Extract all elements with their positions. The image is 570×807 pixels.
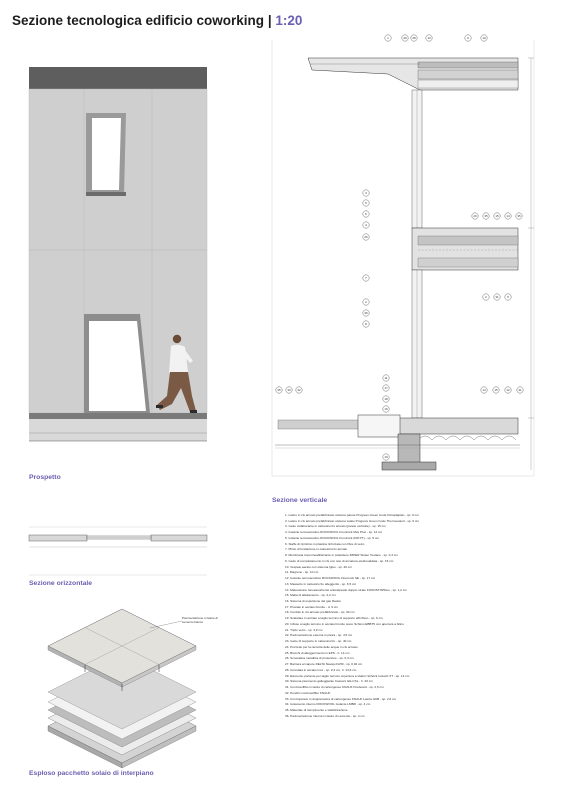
legend-item: 25. Blocchi di alleggerimento in EPS - h. 14 cm xyxy=(285,650,350,655)
title-scale: 1:20 xyxy=(275,13,303,28)
legend-item: 23. Getto di supporto in calcestruzzo - sp. 40 cm xyxy=(285,639,352,644)
legend-item: 15. Malta di allettamento - sp. 2,2 cm xyxy=(285,593,336,598)
svg-text:32: 32 xyxy=(297,388,301,393)
legend-item: 18. Cordolo in cls armato prefabbricato - sp. 30 cm xyxy=(285,610,355,615)
legend-item: 4. Isolante termoacustico ROCKWOOL Frontrock Max Plus - sp. 12 cm xyxy=(285,530,383,535)
svg-text:33: 33 xyxy=(287,388,291,393)
legend-item: 6. Staffe di ripristino in plastica rinforzata con fibre di vetro xyxy=(285,541,365,546)
legend-item: 17. Pluviale in acciaio brunito - d. 9 cm xyxy=(285,604,338,609)
svg-text:31: 31 xyxy=(518,388,522,393)
svg-text:2: 2 xyxy=(485,295,487,300)
title-separator: | xyxy=(267,13,272,28)
legend-item: 13. Massetto in calcestruzzo alleggerito - sp. 6,5 cm xyxy=(285,581,357,586)
svg-text:13: 13 xyxy=(427,36,431,41)
svg-text:18: 18 xyxy=(384,397,388,402)
legend-item: 24. Pozzetto per la raccolta delle acque in cls armato xyxy=(285,644,358,649)
svg-text:29: 29 xyxy=(403,36,407,41)
legend-item: 35. Materiale di riempimento e stabilizzazione xyxy=(285,707,348,712)
legend-item: 20. Infisso a taglio termico in acciaio brunito tesco Schüco EBBT5 con apertura a bilico xyxy=(285,621,404,626)
legend-item: 5. Isolante termoacustico ROCKWOOL Frontrock (DR PT) - sp. 5 cm xyxy=(285,535,380,540)
legend-item: 21. Triplo vetro - sp. 3,9 cm xyxy=(285,627,323,632)
legend-item: 12. Isolante termoacustico ROCKWOOL Floorrock SE - sp. 17 cm xyxy=(285,576,376,581)
legend-item: 29. Elemento portante per taglio termico copertura a sbalzo Schöck Isokorb XT - sp. 12 cm xyxy=(285,673,410,678)
legend-item: 36. Pavimentazione interna in lastre di cemento - sp. 4 cm xyxy=(285,713,365,718)
legend-item: 28. Grondaia in acciaio inox - sp. 0,3 cm, h. 13,6 cm xyxy=(285,667,357,672)
legend-item: 32. Pendini controsoffitto KNAUF xyxy=(285,690,331,695)
caption-sezione-orizzontale: Sezione orizzontale xyxy=(29,580,93,587)
legend-item: 8. Membrana impermeabilizzante in polietilene IMPER Stoker Testane - sp. 0,3 cm xyxy=(285,553,398,558)
svg-text:17: 17 xyxy=(384,386,388,391)
legend-list xyxy=(285,513,565,719)
svg-text:5: 5 xyxy=(365,201,367,206)
svg-text:20: 20 xyxy=(473,214,477,219)
caption-esploso: Esploso pacchetto solaio di interpiano xyxy=(29,770,154,777)
legend-item: 26. Scossalina metallica di protezione - sp. 0,3 cm xyxy=(285,656,354,661)
legend-item: 16. Sistema di espulsione del gas Radon xyxy=(285,599,342,604)
svg-text:35: 35 xyxy=(517,214,521,219)
legend-item: 19. Scatolare in acciaio a taglio termico di supporto all'infisso - sp. 6 cm xyxy=(285,616,383,621)
svg-text:9: 9 xyxy=(467,36,469,41)
svg-text:7: 7 xyxy=(365,276,367,281)
legend-item: 33. Controparete in doppia lastra di cartongesso KNAUF Lastra GKB - sp. 2,6 cm xyxy=(285,696,397,701)
svg-text:15: 15 xyxy=(494,388,498,393)
legend-item: 27. Barriera al vapore DELTA Navaju FA50 - sp. 0,02 cm xyxy=(285,662,363,667)
legend-item: 1. Lastre in cls armato prefabbricato sistema parete Progress Green Code Kilmadaplan - sp. 6 cm xyxy=(285,513,419,517)
legend-item: 11. Magrone - sp. 10 cm xyxy=(285,570,319,575)
svg-text:19: 19 xyxy=(384,455,388,460)
esploso-callout: Pavimentazione in lastre di cemento bianco xyxy=(182,616,218,624)
svg-text:10: 10 xyxy=(482,36,486,41)
svg-text:6: 6 xyxy=(365,212,367,217)
caption-prospetto: Prospetto xyxy=(29,474,61,481)
svg-text:28: 28 xyxy=(412,36,416,41)
svg-text:26: 26 xyxy=(364,235,368,240)
svg-text:8: 8 xyxy=(365,322,367,327)
legend-item: 31. Controsoffitto in lastre di cartongesso KNAUF Fireboard - sp. 2,5 cm xyxy=(285,685,384,690)
svg-text:35: 35 xyxy=(277,388,281,393)
legend-item: 22. Pavimentazione esterna in pietra - sp. 4,5 cm xyxy=(285,633,353,638)
svg-text:16: 16 xyxy=(384,407,388,412)
title-main: Sezione tecnologica edificio coworking xyxy=(12,13,265,28)
svg-text:3: 3 xyxy=(365,191,367,196)
svg-text:2: 2 xyxy=(365,300,367,305)
legend-item: 9. Getto di completamento in cls con rete di armatura elettrosaldata - sp. 15 cm xyxy=(285,558,394,563)
svg-text:14: 14 xyxy=(482,388,486,393)
svg-text:14: 14 xyxy=(506,214,510,219)
svg-text:4: 4 xyxy=(365,223,367,228)
svg-text:36: 36 xyxy=(364,311,368,316)
legend-item: 10. Vespaio aerato con sistema Igloo - sp. 40 cm xyxy=(285,564,352,569)
legend-item: 34. Isolamento interno ROCKWOOL Isolante LMBR - sp. 4 cm xyxy=(285,702,371,707)
legend-item: 14. Materassino fonoassorbente anticalpestio doppio strato FONOSTOPDuo - sp. 1,2 cm xyxy=(285,587,407,592)
svg-text:5: 5 xyxy=(507,295,509,300)
svg-text:12: 12 xyxy=(506,388,510,393)
legend-item: 2. Lastre in cls armato prefabbricato sistema solaio Progress Green Code Thermowand - sp. 6 cm xyxy=(285,518,420,523)
legend-item: 7. Plinto di fondazione in calcestruzzo armato xyxy=(285,547,348,552)
legend-item: 30. Sistema pavimento galleggiante Cassoni GE-CSL - h. 20 cm xyxy=(285,679,373,684)
svg-text:1: 1 xyxy=(387,36,389,41)
legend-item: 3. Getto collaborante in calcestruzzo armato (parete verticale) - sp. 15 cm xyxy=(285,524,386,529)
caption-sezione-verticale: Sezione verticale xyxy=(272,497,328,504)
svg-text:31: 31 xyxy=(495,295,499,300)
svg-text:11: 11 xyxy=(384,376,388,381)
svg-text:15: 15 xyxy=(495,214,499,219)
svg-text:35: 35 xyxy=(484,214,488,219)
